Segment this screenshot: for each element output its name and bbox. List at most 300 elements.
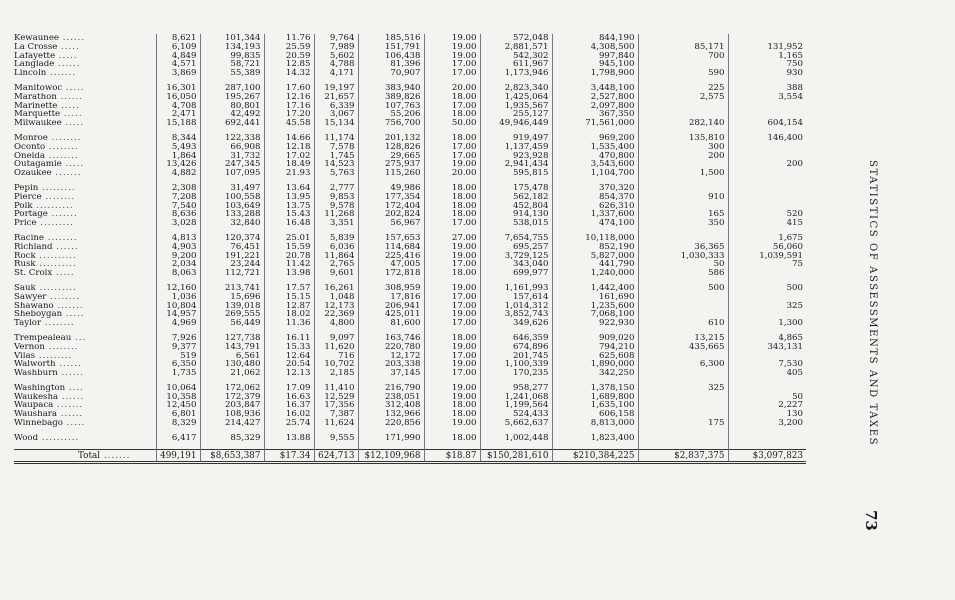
county-name: Sheboygan bbox=[14, 310, 63, 320]
value-cell: 45.58 bbox=[264, 119, 314, 128]
value-cell: 108,936 bbox=[200, 410, 264, 419]
value-cell: 1,161,993 bbox=[480, 284, 552, 293]
value-cell: 13.95 bbox=[264, 193, 314, 202]
leader-dots: ......... bbox=[35, 351, 73, 361]
leader-dots: ...... bbox=[52, 242, 79, 252]
value-cell: 17.00 bbox=[424, 319, 480, 328]
total-value-cell: $3,097,823 bbox=[728, 449, 806, 463]
value-cell: 18.00 bbox=[424, 334, 480, 343]
value-cell: 1,337,600 bbox=[552, 210, 638, 219]
value-cell: 16,261 bbox=[314, 284, 358, 293]
value-cell: 134,193 bbox=[200, 43, 264, 52]
county-cell bbox=[14, 84, 156, 93]
value-cell: 20.59 bbox=[264, 52, 314, 61]
value-cell: 171,990 bbox=[358, 434, 424, 443]
county-cell bbox=[14, 143, 156, 152]
table-row bbox=[14, 52, 806, 61]
value-cell: 16.48 bbox=[264, 219, 314, 228]
value-cell: 50 bbox=[728, 393, 806, 402]
value-cell: 1,100,339 bbox=[480, 360, 552, 369]
county-name: Richland bbox=[14, 242, 53, 252]
value-cell: 165 bbox=[638, 210, 728, 219]
county-cell bbox=[14, 310, 156, 319]
value-cell: 275,937 bbox=[358, 160, 424, 169]
leader-dots: ....... bbox=[51, 169, 82, 178]
county-cell bbox=[14, 410, 156, 419]
value-cell: 21,062 bbox=[200, 369, 264, 378]
value-cell: 2,308 bbox=[156, 184, 200, 193]
table-row bbox=[14, 119, 806, 128]
value-cell: 25.01 bbox=[264, 234, 314, 243]
value-cell: 909,020 bbox=[552, 334, 638, 343]
leader-dots: .......... bbox=[32, 201, 74, 211]
value-cell: 997,840 bbox=[552, 52, 638, 61]
value-cell bbox=[638, 184, 728, 193]
total-row bbox=[14, 449, 806, 463]
value-cell: 2,765 bbox=[314, 260, 358, 269]
value-cell: 1,014,312 bbox=[480, 302, 552, 311]
table-row bbox=[14, 43, 806, 52]
value-cell: 17.00 bbox=[424, 60, 480, 69]
value-cell: 389,826 bbox=[358, 93, 424, 102]
value-cell bbox=[638, 302, 728, 311]
leader-dots: .... bbox=[65, 383, 84, 393]
leader-dots: ..... bbox=[55, 51, 78, 61]
value-cell: 120,374 bbox=[200, 234, 264, 243]
value-cell: 1,442,400 bbox=[552, 284, 638, 293]
county-name: Monroe bbox=[14, 133, 48, 143]
county-cell bbox=[14, 119, 156, 128]
value-cell: 100,558 bbox=[200, 193, 264, 202]
value-cell: 10,358 bbox=[156, 393, 200, 402]
value-cell: 1,173,946 bbox=[480, 69, 552, 78]
value-cell: 700 bbox=[638, 52, 728, 61]
value-cell: 3,729,125 bbox=[480, 252, 552, 261]
value-cell: 312,408 bbox=[358, 401, 424, 410]
value-cell: 19.00 bbox=[424, 343, 480, 352]
value-cell: 1,935,567 bbox=[480, 102, 552, 111]
county-name: Rock bbox=[14, 251, 36, 261]
table-row bbox=[14, 102, 806, 111]
value-cell: 282,140 bbox=[638, 119, 728, 128]
value-cell: 206,941 bbox=[358, 302, 424, 311]
county-cell bbox=[14, 110, 156, 119]
value-cell: 36,365 bbox=[638, 243, 728, 252]
table-row bbox=[14, 143, 806, 152]
value-cell: 14.66 bbox=[264, 134, 314, 143]
value-cell: 415 bbox=[728, 219, 806, 228]
value-cell: 225,416 bbox=[358, 252, 424, 261]
value-cell bbox=[638, 434, 728, 443]
value-cell: 3,200 bbox=[728, 419, 806, 428]
value-cell: 157,614 bbox=[480, 293, 552, 302]
value-cell: 3,869 bbox=[156, 69, 200, 78]
leader-dots: .......... bbox=[35, 283, 77, 293]
value-cell: 115,260 bbox=[358, 169, 424, 178]
value-cell: 9,097 bbox=[314, 334, 358, 343]
county-cell bbox=[14, 352, 156, 361]
value-cell: 13.64 bbox=[264, 184, 314, 193]
county-name: Sauk bbox=[14, 283, 36, 293]
value-cell: 1,048 bbox=[314, 293, 358, 302]
value-cell: 12,450 bbox=[156, 401, 200, 410]
value-cell: 1,823,400 bbox=[552, 434, 638, 443]
value-cell: 1,241,068 bbox=[480, 393, 552, 402]
value-cell: 6,300 bbox=[638, 360, 728, 369]
value-cell: 452,804 bbox=[480, 202, 552, 211]
leader-dots: ....... bbox=[47, 210, 78, 220]
value-cell: 3,543,600 bbox=[552, 160, 638, 169]
county-name: Vilas bbox=[14, 351, 36, 361]
leader-dots: ...... bbox=[55, 360, 82, 370]
value-cell: 161,690 bbox=[552, 293, 638, 302]
value-cell: 14.32 bbox=[264, 69, 314, 78]
value-cell bbox=[638, 293, 728, 302]
table-row bbox=[14, 184, 806, 193]
value-cell: 16.02 bbox=[264, 410, 314, 419]
value-cell: 922,930 bbox=[552, 319, 638, 328]
value-cell: 172,379 bbox=[200, 393, 264, 402]
value-cell: 19,197 bbox=[314, 84, 358, 93]
value-cell: 3,351 bbox=[314, 219, 358, 228]
value-cell: 914,130 bbox=[480, 210, 552, 219]
value-cell: 16,050 bbox=[156, 93, 200, 102]
county-name: Sawyer bbox=[14, 292, 47, 302]
value-cell: 611,967 bbox=[480, 60, 552, 69]
value-cell: 31,732 bbox=[200, 152, 264, 161]
value-cell: 18.00 bbox=[424, 110, 480, 119]
value-cell bbox=[728, 152, 806, 161]
table-row bbox=[14, 284, 806, 293]
value-cell: 139,018 bbox=[200, 302, 264, 311]
value-cell: 595,815 bbox=[480, 169, 552, 178]
value-cell bbox=[728, 269, 806, 278]
value-cell: 2,227 bbox=[728, 401, 806, 410]
value-cell bbox=[728, 169, 806, 178]
county-name: Taylor bbox=[14, 319, 42, 328]
value-cell: 19.00 bbox=[424, 419, 480, 428]
value-cell: 202,824 bbox=[358, 210, 424, 219]
value-cell: 17.00 bbox=[424, 293, 480, 302]
value-cell: 214,427 bbox=[200, 419, 264, 428]
value-cell: 8,813,000 bbox=[552, 419, 638, 428]
value-cell: 17.02 bbox=[264, 152, 314, 161]
value-cell: 25.59 bbox=[264, 43, 314, 52]
value-cell: 12.85 bbox=[264, 60, 314, 69]
value-cell: 756,700 bbox=[358, 119, 424, 128]
county-name: Wood bbox=[14, 433, 39, 443]
value-cell: 9,764 bbox=[314, 34, 358, 43]
value-cell bbox=[638, 401, 728, 410]
leader-dots: ........ bbox=[41, 319, 75, 328]
table-row bbox=[14, 343, 806, 352]
value-cell: 5,839 bbox=[314, 234, 358, 243]
value-cell: 9,377 bbox=[156, 343, 200, 352]
value-cell: 17.20 bbox=[264, 110, 314, 119]
value-cell: 923,928 bbox=[480, 152, 552, 161]
value-cell: 2,575 bbox=[638, 93, 728, 102]
value-cell: 6,350 bbox=[156, 360, 200, 369]
table-row bbox=[14, 60, 806, 69]
county-cell bbox=[14, 302, 156, 311]
value-cell: 135,810 bbox=[638, 134, 728, 143]
value-cell: 19.00 bbox=[424, 243, 480, 252]
value-cell: 586 bbox=[638, 269, 728, 278]
value-cell bbox=[638, 310, 728, 319]
county-cell bbox=[14, 393, 156, 402]
value-cell: 15.15 bbox=[264, 293, 314, 302]
value-cell: 203,847 bbox=[200, 401, 264, 410]
value-cell: 19.00 bbox=[424, 393, 480, 402]
total-value-cell: 624,713 bbox=[314, 449, 358, 463]
value-cell: 1,036 bbox=[156, 293, 200, 302]
county-cell bbox=[14, 269, 156, 278]
value-cell: 12,160 bbox=[156, 284, 200, 293]
value-cell: 201,745 bbox=[480, 352, 552, 361]
value-cell: 6,801 bbox=[156, 410, 200, 419]
county-name: Portage bbox=[14, 210, 48, 220]
total-value-cell: $12,109,968 bbox=[358, 449, 424, 463]
value-cell: 2,097,800 bbox=[552, 102, 638, 111]
value-cell: 1,300 bbox=[728, 319, 806, 328]
leader-dots: ...... bbox=[58, 392, 85, 402]
value-cell: 7,540 bbox=[156, 202, 200, 211]
table-row bbox=[14, 202, 806, 211]
value-cell bbox=[728, 384, 806, 393]
county-name: Trempealeau bbox=[14, 333, 72, 343]
page-number bbox=[862, 510, 882, 540]
value-cell: 19.00 bbox=[424, 52, 480, 61]
value-cell: 7,068,100 bbox=[552, 310, 638, 319]
value-cell: 19.00 bbox=[424, 252, 480, 261]
table-row bbox=[14, 110, 806, 119]
value-cell: 8,344 bbox=[156, 134, 200, 143]
value-cell: 5,602 bbox=[314, 52, 358, 61]
county-name: St. Croix bbox=[14, 269, 53, 278]
county-cell bbox=[14, 384, 156, 393]
value-cell bbox=[728, 352, 806, 361]
value-cell bbox=[638, 34, 728, 43]
county-name: Polk bbox=[14, 201, 33, 211]
value-cell: 930 bbox=[728, 69, 806, 78]
value-cell: 10,804 bbox=[156, 302, 200, 311]
value-cell: 56,060 bbox=[728, 243, 806, 252]
value-cell: 143,791 bbox=[200, 343, 264, 352]
value-cell: 18.00 bbox=[424, 184, 480, 193]
value-cell: 674,896 bbox=[480, 343, 552, 352]
table-row bbox=[14, 193, 806, 202]
value-cell: 14,957 bbox=[156, 310, 200, 319]
county-cell bbox=[14, 102, 156, 111]
value-cell: 542,302 bbox=[480, 52, 552, 61]
leader-dots: ....... bbox=[53, 301, 84, 311]
value-cell: 919,497 bbox=[480, 134, 552, 143]
value-cell: 23,244 bbox=[200, 260, 264, 269]
value-cell: 604,154 bbox=[728, 119, 806, 128]
value-cell: 17.00 bbox=[424, 102, 480, 111]
value-cell: 220,780 bbox=[358, 343, 424, 352]
value-cell: 201,132 bbox=[358, 134, 424, 143]
value-cell: 1,235,600 bbox=[552, 302, 638, 311]
value-cell: 11,864 bbox=[314, 252, 358, 261]
value-cell: 325 bbox=[638, 384, 728, 393]
table-row bbox=[14, 160, 806, 169]
county-name: Manitowoc bbox=[14, 83, 63, 93]
leader-dots: ....... bbox=[46, 69, 77, 78]
county-cell bbox=[14, 134, 156, 143]
value-cell: 10,064 bbox=[156, 384, 200, 393]
leader-dots: ...... bbox=[56, 92, 83, 102]
value-cell: 590 bbox=[638, 69, 728, 78]
county-name: Marquette bbox=[14, 110, 61, 120]
leader-dots: ....... bbox=[100, 450, 131, 461]
value-cell: 2,471 bbox=[156, 110, 200, 119]
value-cell bbox=[638, 60, 728, 69]
leader-dots: ..... bbox=[61, 160, 85, 170]
value-cell: 5,493 bbox=[156, 143, 200, 152]
county-name: Waukesha bbox=[14, 392, 59, 402]
value-cell: 13,215 bbox=[638, 334, 728, 343]
value-cell: 56,449 bbox=[200, 319, 264, 328]
value-cell: 3,554 bbox=[728, 93, 806, 102]
value-cell: 170,235 bbox=[480, 369, 552, 378]
value-cell: 22,369 bbox=[314, 310, 358, 319]
leader-dots: ..... bbox=[62, 83, 85, 93]
table-row bbox=[14, 293, 806, 302]
value-cell: 1,535,400 bbox=[552, 143, 638, 152]
value-cell bbox=[728, 110, 806, 119]
total-value-cell: $2,837,375 bbox=[638, 449, 728, 463]
value-cell: 18.00 bbox=[424, 401, 480, 410]
county-name: Washburn bbox=[14, 369, 58, 378]
value-cell: 17.00 bbox=[424, 260, 480, 269]
value-cell bbox=[728, 202, 806, 211]
value-cell: 172,062 bbox=[200, 384, 264, 393]
county-name: Marinette bbox=[14, 101, 58, 111]
county-cell bbox=[14, 169, 156, 178]
table-row bbox=[14, 369, 806, 378]
value-cell bbox=[638, 410, 728, 419]
value-cell: 127,738 bbox=[200, 334, 264, 343]
value-cell: 18.00 bbox=[424, 193, 480, 202]
value-cell: 17.09 bbox=[264, 384, 314, 393]
value-cell: 4,882 bbox=[156, 169, 200, 178]
leader-dots: ........ bbox=[46, 292, 81, 302]
value-cell: 85,329 bbox=[200, 434, 264, 443]
value-cell: 11.76 bbox=[264, 34, 314, 43]
value-cell: 11.36 bbox=[264, 319, 314, 328]
value-cell: 29,665 bbox=[358, 152, 424, 161]
value-cell: 405 bbox=[728, 369, 806, 378]
value-cell: 203,338 bbox=[358, 360, 424, 369]
value-cell: 2,941,434 bbox=[480, 160, 552, 169]
value-cell: 625,608 bbox=[552, 352, 638, 361]
value-cell: 37,145 bbox=[358, 369, 424, 378]
value-cell: 128,826 bbox=[358, 143, 424, 152]
value-cell: 20.54 bbox=[264, 360, 314, 369]
value-cell: 17.00 bbox=[424, 143, 480, 152]
value-cell: 1,030,333 bbox=[638, 252, 728, 261]
value-cell: 1,689,800 bbox=[552, 393, 638, 402]
value-cell: 7,578 bbox=[314, 143, 358, 152]
value-cell: 4,865 bbox=[728, 334, 806, 343]
value-cell: 17,816 bbox=[358, 293, 424, 302]
value-cell: 1,002,448 bbox=[480, 434, 552, 443]
value-cell: 520 bbox=[728, 210, 806, 219]
table-row bbox=[14, 410, 806, 419]
value-cell: 20.78 bbox=[264, 252, 314, 261]
value-cell: 15,696 bbox=[200, 293, 264, 302]
value-cell: 367,350 bbox=[552, 110, 638, 119]
value-cell: 27.00 bbox=[424, 234, 480, 243]
leader-dots: ...... bbox=[59, 34, 86, 43]
county-cell bbox=[14, 193, 156, 202]
leader-dots: ........ bbox=[45, 142, 79, 152]
value-cell: 81,396 bbox=[358, 60, 424, 69]
value-cell: 750 bbox=[728, 60, 806, 69]
value-cell: 19.00 bbox=[424, 360, 480, 369]
value-cell: 17.00 bbox=[424, 369, 480, 378]
value-cell: 11,174 bbox=[314, 134, 358, 143]
county-name: Marathon bbox=[14, 92, 57, 102]
value-cell: 85,171 bbox=[638, 43, 728, 52]
value-cell: 130 bbox=[728, 410, 806, 419]
county-cell bbox=[14, 34, 156, 43]
county-name: Ozaukee bbox=[14, 169, 52, 178]
value-cell: 9,601 bbox=[314, 269, 358, 278]
value-cell: 2,823,340 bbox=[480, 84, 552, 93]
table-row bbox=[14, 352, 806, 361]
value-cell: 11,268 bbox=[314, 210, 358, 219]
value-cell: 2,034 bbox=[156, 260, 200, 269]
value-cell: 15.43 bbox=[264, 210, 314, 219]
value-cell: 225 bbox=[638, 84, 728, 93]
leader-dots: ..... bbox=[57, 101, 80, 111]
value-cell: 5,827,000 bbox=[552, 252, 638, 261]
value-cell: 7,926 bbox=[156, 334, 200, 343]
value-cell: 17.00 bbox=[424, 152, 480, 161]
value-cell: 11,620 bbox=[314, 343, 358, 352]
value-cell: 1,039,591 bbox=[728, 252, 806, 261]
value-cell: 255,127 bbox=[480, 110, 552, 119]
value-cell bbox=[728, 102, 806, 111]
value-cell: 16.37 bbox=[264, 401, 314, 410]
value-cell: 16,301 bbox=[156, 84, 200, 93]
leader-dots: ........ bbox=[45, 151, 79, 161]
value-cell: 247,345 bbox=[200, 160, 264, 169]
value-cell: 1,635,100 bbox=[552, 401, 638, 410]
value-cell: 131,952 bbox=[728, 43, 806, 52]
county-name: Washington bbox=[14, 383, 66, 393]
table-row bbox=[14, 302, 806, 311]
value-cell: 5,763 bbox=[314, 169, 358, 178]
county-cell bbox=[14, 60, 156, 69]
value-cell: 8,063 bbox=[156, 269, 200, 278]
value-cell: 2,185 bbox=[314, 369, 358, 378]
value-cell: 17.60 bbox=[264, 84, 314, 93]
leader-dots: .......... bbox=[35, 260, 77, 270]
table-row bbox=[14, 269, 806, 278]
county-cell bbox=[14, 160, 156, 169]
value-cell: 99,835 bbox=[200, 52, 264, 61]
value-cell: 49,986 bbox=[358, 184, 424, 193]
table-row bbox=[14, 34, 806, 43]
leader-dots: ......... bbox=[38, 183, 76, 193]
county-cell bbox=[14, 234, 156, 243]
county-name: Walworth bbox=[14, 360, 56, 370]
value-cell bbox=[728, 434, 806, 443]
county-cell bbox=[14, 52, 156, 61]
